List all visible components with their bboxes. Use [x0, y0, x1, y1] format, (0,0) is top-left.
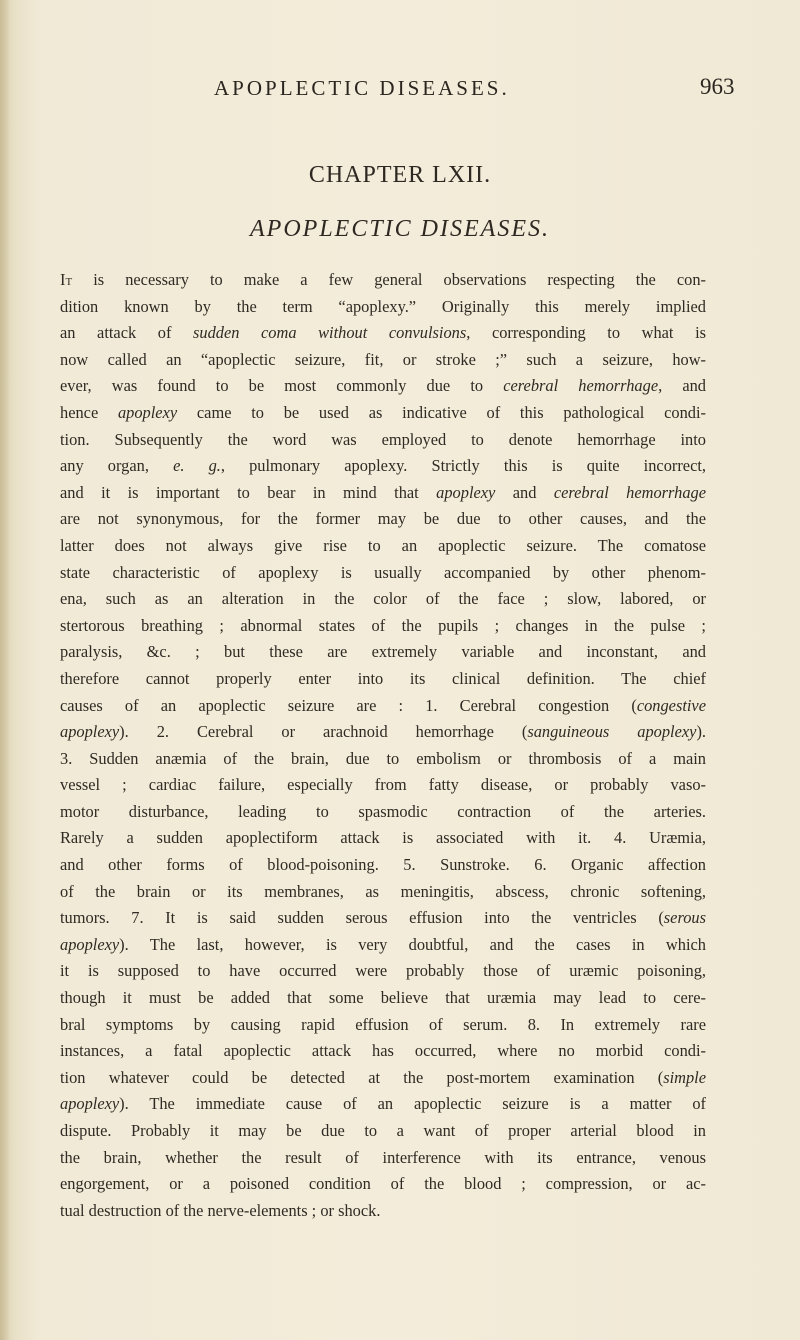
text-run: ena, such as an alteration in the color of the face ; slow, labored, or [60, 589, 706, 609]
text-run: and it is important to bear in mind that [60, 482, 437, 502]
text-line [60, 613, 706, 640]
text-run: tumors. 7. It is said sudden serous effusion into the ventricles ( [60, 908, 664, 928]
text-run: motor disturbance, leading to spasmodic contraction of the arteries. [60, 801, 706, 821]
text-run: ). The last, however, is very doubtful, and the cases in which [119, 934, 706, 954]
text-run: vessel ; cardiac failure, especially from fatty disease, or probably vaso- [60, 775, 706, 795]
italic-term: apoplexy [60, 934, 120, 954]
text-run: ever, was found to be most commonly due to [60, 376, 504, 396]
text-line [60, 320, 706, 347]
text-line [60, 1091, 706, 1118]
text-line [60, 932, 706, 959]
text-line [60, 825, 706, 852]
text-run: are not synonymous, for the former may be due to other causes, and the [60, 509, 706, 529]
italic-term: cerebral hemorrhage [503, 376, 659, 396]
text-run: tion. Subsequently the word was employed to denote hemorrhage into [60, 429, 706, 449]
text-line [60, 799, 706, 826]
text-run: instances, a fatal apoplectic attack has occurred, where no morbid condi- [60, 1041, 706, 1061]
text-run: bral symptoms by causing rapid effusion of serum. 8. In extremely rare [60, 1014, 706, 1034]
text-line [60, 879, 706, 906]
text-line [60, 373, 706, 400]
text-run: paralysis, &c. ; but these are extremely variable and inconstant, and [60, 642, 706, 662]
text-run: though it must be added that some believe that uræmia may lead to cere- [60, 988, 706, 1008]
text-line [60, 905, 706, 932]
text-run: dition known by the term “apoplexy.” Originally this merely implied [60, 296, 706, 316]
text-line [60, 746, 706, 773]
text-run: , and [658, 376, 707, 396]
text-line [60, 400, 706, 427]
italic-term: apoplexy [60, 1094, 120, 1114]
text-run: therefore cannot properly enter into its clinical definition. The chief [60, 668, 706, 688]
text-run: Rarely a sudden apoplectiform attack is associated with it. 4. Uræmia, [60, 828, 706, 848]
text-run: and other forms of blood-poisoning. 5. Sunstroke. 6. Organic affection [60, 855, 706, 875]
text-line [60, 506, 706, 533]
running-title: APOPLECTIC DISEASES. [214, 76, 510, 100]
text-run: tual destruction of the nerve-elements ; or shock. [60, 1200, 381, 1220]
text-run: is necessary to make a few general observations respecting the con- [72, 270, 706, 289]
text-line [60, 560, 706, 587]
italic-term: apoplexy [60, 722, 120, 742]
text-run: , pulmonary apoplexy. Strictly this is quite incorrect, [220, 456, 707, 476]
italic-term: cerebral hemorrhage [553, 482, 706, 502]
text-run: dispute. Probably it may be due to a want of proper arterial blood in [60, 1121, 706, 1140]
text-run: any organ, [60, 456, 174, 476]
chapter-title: APOPLECTIC DISEASES. [250, 216, 550, 242]
text-line [60, 533, 706, 560]
text-run: causes of an apoplectic seizure are : 1. Cerebral congestion ( [60, 695, 637, 715]
text-line [60, 480, 706, 507]
text-line [60, 639, 706, 666]
text-line [60, 1012, 706, 1039]
text-line [60, 958, 706, 985]
text-run: came to be used as indicative of this pathological condi- [177, 402, 706, 422]
running-head [0, 76, 800, 106]
text-line [60, 772, 706, 799]
text-line [60, 852, 706, 879]
text-run: it is supposed to have occurred were probably those of uræmic poisoning, [60, 961, 706, 981]
text-line [60, 985, 706, 1012]
text-line [60, 1118, 706, 1145]
italic-term: e. g. [173, 456, 221, 476]
text-line [60, 347, 706, 374]
text-run: and [495, 482, 554, 502]
italic-term: serous [663, 908, 706, 928]
text-run: the brain, whether the result of interference with its entrance, venous [60, 1147, 706, 1167]
text-run: of the brain or its membranes, as meningitis, abscess, chronic softening, [60, 881, 706, 901]
text-line [60, 453, 706, 480]
text-run: now called an “apoplectic seizure, fit, or stroke ;” such a seizure, how- [60, 349, 706, 369]
text-line [60, 1171, 706, 1198]
page-gutter-shadow [0, 0, 10, 1340]
text-line [60, 427, 706, 454]
text-run: ). 2. Cerebral or arachnoid hemorrhage ( [119, 722, 528, 742]
text-run: engorgement, or a poisoned condition of the blood ; compression, or ac- [60, 1174, 706, 1194]
text-run: It [60, 270, 73, 289]
italic-term: sudden coma without convulsions [193, 323, 467, 343]
text-line [60, 294, 706, 321]
italic-term: apoplexy [436, 482, 496, 502]
text-line [60, 1198, 706, 1225]
text-line [60, 693, 706, 720]
text-run: state characteristic of apoplexy is usually accompanied by other phenom- [60, 562, 706, 582]
text-run: ). The immediate cause of an apoplectic seizure is a matter of [119, 1094, 706, 1114]
chapter-body-paragraph [60, 267, 706, 1224]
text-line [60, 586, 706, 613]
italic-term: apoplexy [117, 402, 178, 422]
text-run: an attack of [60, 323, 193, 343]
italic-term: congestive [636, 695, 706, 715]
text-run: latter does not always give rise to an apoplectic seizure. The comatose [60, 535, 706, 555]
italic-term: simple [663, 1067, 706, 1087]
text-run: , corresponding to what is [466, 323, 706, 343]
text-line [60, 1038, 706, 1065]
text-line [60, 1145, 706, 1172]
text-line [60, 1065, 706, 1092]
text-run: hence [60, 402, 118, 422]
text-line [60, 267, 706, 294]
text-line [60, 719, 706, 746]
text-line [60, 666, 706, 693]
text-run: stertorous breathing ; abnormal states of the pupils ; changes in the pulse ; [60, 615, 706, 635]
chapter-number: CHAPTER LXII. [308, 162, 492, 188]
text-run: 3. Sudden anæmia of the brain, due to embolism or thrombosis of a main [60, 748, 706, 768]
page-number: 963 [700, 74, 735, 99]
text-run: ). [696, 722, 707, 742]
text-run: tion whatever could be detected at the post-mortem examination ( [60, 1067, 664, 1087]
italic-term: sanguineous apoplexy [527, 722, 697, 742]
